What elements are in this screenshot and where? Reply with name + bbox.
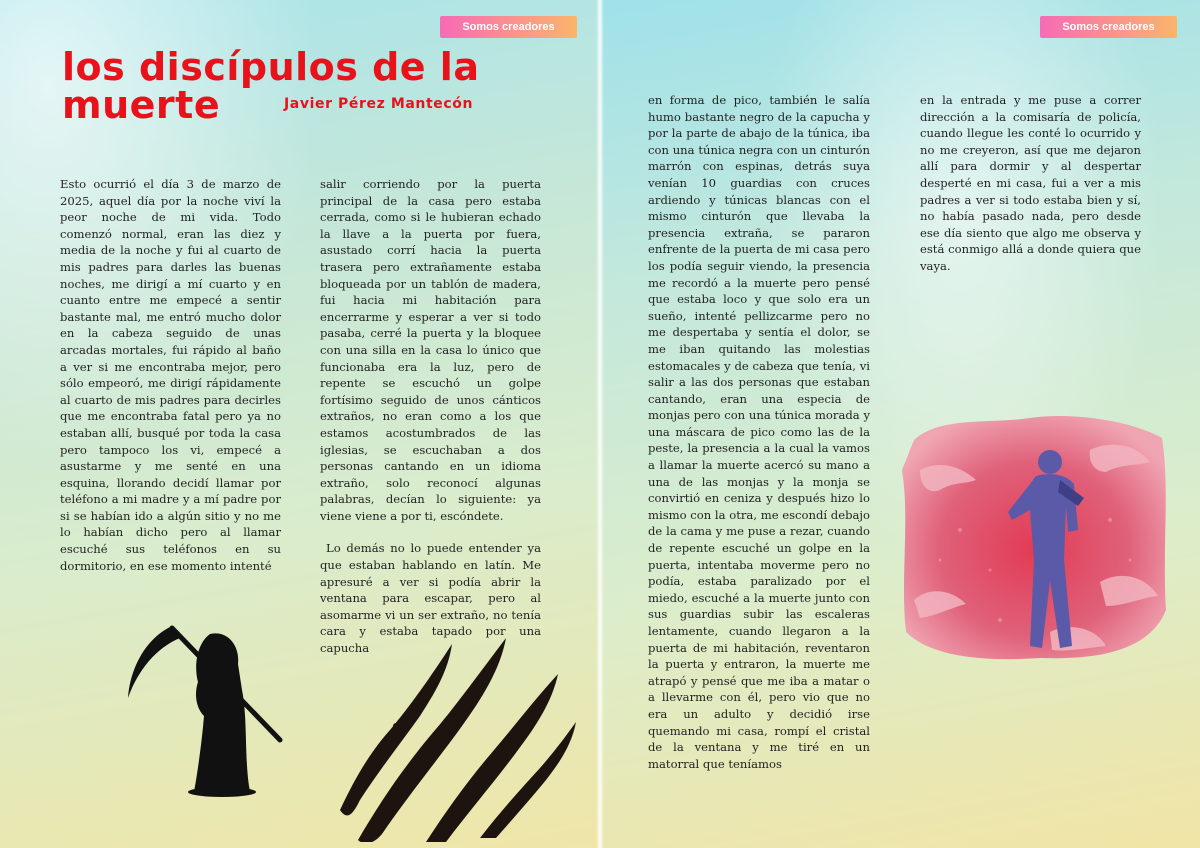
text-column-4 <box>920 92 1141 275</box>
text-column-1 <box>60 176 281 574</box>
paragraph: en forma de pico, también le salía humo bastante negro de la capucha y por la parte de abajo de la túnica, iba con una túnica negra con un cinturón marrón con espinas, detrás suya venían 10 guardias con cruces ardiendo y túnicas blancas con el mismo cinturón que llevaba la presencia extraña, se pararon enfrente de la puerta de mi casa pero los podía seguir viendo, la presencia me recordó a la muerte pero pensé que estaba loco y que solo era un sueño, intenté pellizcarme pero no me despertaba y sentía el dolor, se me iban quitando las molestias estomacales y de cabeza que tenía, vi salir a las dos personas que estaban cantando, eran una especia de monjas pero con una túnica morada y una máscara de pico como las de la peste, la presencia a la cual la vamos a llamar la muerte acercó su mano a una de las monjas y la monja se convirtió en ceniza y después hizo lo mismo con la otra, me escondí debajo de la cama y me puse a rezar, cuando de repente escuché un golpe en la puerta, intentaba moverme pero no podía, estaba paralizado por el miedo, escuché a la muerte junto con sus guardias subir las escaleras lentamente, cuando llegaron a la puerta de mi habitación, reventaron la puerta y entraron, la muerte me atrapó y pensé que me iba a matar o a llevarme con él, pero vio que no era un adulto y decidió irse quemando mi casa, rompí el cristal de la ventana y me tiré en un matorral que teníamos <box>648 93 871 771</box>
page-gutter <box>596 0 604 848</box>
paragraph: Esto ocurrió el día 3 de marzo de 2025, aquel día por la noche viví la peor noche de mi vida. Todo comenzó normal, eran las diez y media de la noche y fui al cuarto de mis padres para darles las buenas noches, me dirigí a mí cuarto y en cuanto entre me empecé a sentir bastante mal, me entró mucho dolor en la cabeza seguido de unas arcadas mortales, fui rápido al baño a ver si me encontraba mejor, pero sólo empeoró, me dirigí rápidamente al cuarto de mis padres para decirles que me encontraba fatal pero ya no estaban allí, busqué por toda la casa pero tampoco los vi, empecé a asustarme y me senté en una esquina, llorando decidí llamar por teléfono a mi madre y a mí padre por si se habían ido a algún sitio y no me lo habían dicho pero al llamar escuché sus teléfonos en su dormitorio, en ese momento intenté <box>60 177 281 573</box>
paragraph: salir corriendo por la puerta principal de la casa pero estaba cerrada, como si le hubieran echado la llave a la puerta por fuera, asustado corrí hacia la puerta trasera pero extrañamente estaba bloqueada por un tablón de madera, fui hacia mi habitación para encerrarme y esperar a ver si todo pasaba, cerré la puerta y la bloquee con una silla en la casa lo único que funcionaba era la luz, pero de repente se escuchó un golpe fortísimo seguido de unos cánticos extraños, no eran como a los que estamos acostumbrados de las iglesias, se escuchaban a dos personas cantando en un idioma extraño, solo reconocí algunas palabras, decían lo siguiente: ya viene viene a por ti, escóndete. <box>320 177 541 523</box>
claw-marks-icon <box>330 632 580 842</box>
text-column-3 <box>648 92 870 772</box>
section-badge: Somos creadores <box>440 16 577 38</box>
paragraph: en la entrada y me puse a correr dirección a la comisaría de policía, cuando llegue les conté lo ocurrido y no me creyeron, así que me dejaron allí para dormir y al despertar desperté en mi casa, fui a ver a mis padres a ver si todo estaba bien y sí, no había pasado nada, pero desde ese día siento que algo me observa y está conmigo allá a donde quiera que vaya. <box>920 93 1141 273</box>
article-author: Javier Pérez Mantecón <box>284 96 474 112</box>
text-column-2 <box>320 176 541 657</box>
grim-reaper-icon <box>124 620 284 800</box>
title-line-2: muerte <box>62 83 221 127</box>
title-line-1: los discípulos de la <box>62 45 480 89</box>
article-title <box>62 45 480 127</box>
section-badge: Somos creadores <box>1040 16 1177 38</box>
frightened-figure-illustration <box>900 410 1170 665</box>
right-page <box>600 0 1200 848</box>
paragraph: Lo demás no lo puede entender ya que estaban hablando en latín. Me apresuré a ver si podía abrir la ventana para escapar, pero al asomarme vi un ser extraño, no tenía cara y estaba tapado por una capucha <box>320 541 541 656</box>
